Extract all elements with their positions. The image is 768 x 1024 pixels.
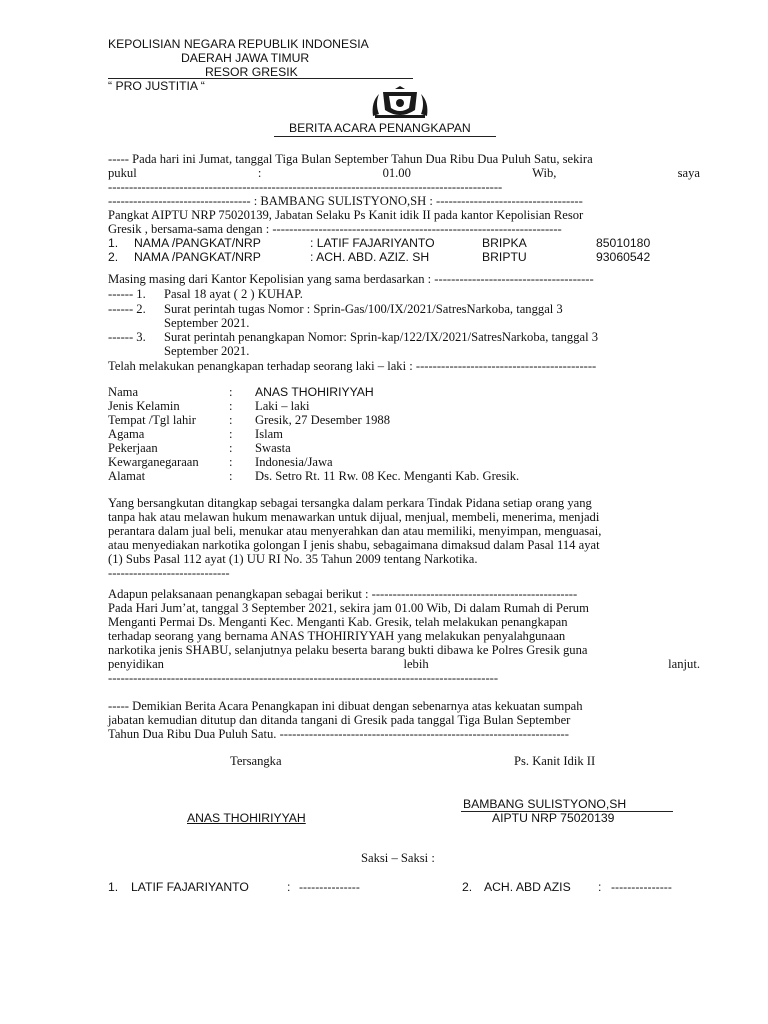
arrest-line: Telah melakukan penangkapan terhadap seorang laki – laki : ------------------------------------------- xyxy=(108,359,597,373)
member-no: 1. xyxy=(108,236,119,250)
officer-signature-name: BAMBANG SULISTYONO,SH xyxy=(463,797,627,811)
suspect-signature-title: Tersangka xyxy=(230,754,282,768)
pro-justitia: “ PRO JUSTITIA “ xyxy=(108,79,205,93)
execution-line-1: Adapun pelaksanaan penangkapan sebagai berikut : ------------------------------------------------- xyxy=(108,587,578,601)
execution-line-4: terhadap seorang yang bernama ANAS THOHIRIYYAH yang melakukan penyalahgunaan xyxy=(108,629,566,643)
witness-name: LATIF FAJARIYANTO xyxy=(131,880,249,894)
member-nrp: 85010180 xyxy=(596,236,651,250)
basis-intro: Masing masing dari Kantor Kepolisian yang sama berdasarkan : -------------------------------------- xyxy=(108,272,594,286)
identity-value: Gresik, 27 Desember 1988 xyxy=(255,413,391,427)
member-rank: BRIPTU xyxy=(482,250,527,264)
identity-label: Nama xyxy=(108,385,139,399)
witness-sep: : xyxy=(598,880,602,894)
police-emblem-icon xyxy=(369,86,431,120)
member-label: NAMA /PANGKAT/NRP xyxy=(134,250,261,264)
execution-line-6 xyxy=(108,657,700,671)
member-nrp: 93060542 xyxy=(596,250,651,264)
witness-no: 2. xyxy=(462,880,473,894)
charge-line-2: tanpa hak atau melawan hukum menawarkan untuk dijual, menjual, membeli, menerima, menjadi xyxy=(108,510,600,524)
basis-item-text: Pasal 18 ayat ( 2 ) KUHAP. xyxy=(164,287,303,301)
witness-signature-dash: --------------- xyxy=(299,880,360,894)
execution-line-5: narkotika jenis SHABU, selanjutnya pelaku beserta barang bukti dibawa ke Polres Gresik guna xyxy=(108,643,588,657)
together-with-line: Gresik , bersama-sama dengan : --------------------------------------------------------------------- xyxy=(108,222,562,236)
header-line-2: DAERAH JAWA TIMUR xyxy=(181,51,310,65)
member-label: NAMA /PANGKAT/NRP xyxy=(134,236,261,250)
officer-signature-nrp: AIPTU NRP 75020139 xyxy=(492,811,615,825)
officer-rank-line: Pangkat AIPTU NRP 75020139, Jabatan Selaku Ps Kanit idik II pada kantor Kepolisian Resor xyxy=(108,208,584,222)
closing-line-2: jabatan kemudian ditutup dan ditanda tangani di Gresik pada tanggal Tiga Bulan September xyxy=(108,713,571,727)
opening-saya: saya xyxy=(677,166,700,180)
officer-signature-title: Ps. Kanit Idik II xyxy=(514,754,596,768)
charge-line-3: perantara dalam jual beli, menukar atau menyerahkan dan atau memiliki, menyimpan, menguasai, xyxy=(108,524,602,538)
identity-colon: : xyxy=(229,441,233,455)
identity-colon: : xyxy=(229,399,233,413)
basis-item-text-cont: September 2021. xyxy=(164,344,250,358)
header-line-1: KEPOLISIAN NEGARA REPUBLIK INDONESIA xyxy=(108,37,369,51)
identity-value: Indonesia/Jawa xyxy=(255,455,333,469)
charge-line-1: Yang bersangkutan ditangkap sebagai tersangka dalam perkara Tindak Pidana setiap orang yang xyxy=(108,496,592,510)
charge-line-5: (1) Subs Pasal 112 ayat (1) UU RI No. 35 Tahun 2009 tentang Narkotika. xyxy=(108,552,478,566)
title-rule xyxy=(274,136,496,137)
basis-prefix: ------ 1. xyxy=(108,287,146,301)
execution-line-3: Menganti Permai Ds. Menganti Kec. Menganti Kab. Gresik, telah melakukan penangkapan xyxy=(108,615,568,629)
document-title: BERITA ACARA PENANGKAPAN xyxy=(289,121,471,135)
closing-line-3: Tahun Dua Ribu Dua Puluh Satu. --------------------------------------------------------------------- xyxy=(108,727,569,741)
suspect-signature-name: ANAS THOHIRIYYAH xyxy=(187,811,306,825)
witnesses-title: Saksi – Saksi : xyxy=(361,851,435,865)
identity-colon: : xyxy=(229,413,233,427)
identity-colon: : xyxy=(229,469,233,483)
witness-signature-dash: --------------- xyxy=(611,880,672,894)
identity-label: Pekerjaan xyxy=(108,441,158,455)
identity-value: Islam xyxy=(255,427,283,441)
header-line-3: RESOR GRESIK xyxy=(205,65,298,79)
execution-word: lanjut. xyxy=(668,657,700,671)
witness-name: ACH. ABD AZIS xyxy=(484,880,571,894)
basis-prefix: ------ 3. xyxy=(108,330,146,344)
closing-line-1: ----- Demikian Berita Acara Penangkapan ini dibuat dengan sebenarnya atas kekuatan sumpah xyxy=(108,699,583,713)
opening-time: 01.00 xyxy=(382,166,411,180)
identity-label: Kewarganegaraan xyxy=(108,455,199,469)
identity-label: Jenis Kelamin xyxy=(108,399,180,413)
opening-colon: : xyxy=(257,166,262,180)
officer-name-line: ---------------------------------- : BAMBANG SULISTYONO,SH : ----------------------------------- xyxy=(108,194,583,208)
execution-line-7: --------------------------------------------------------------------------------------------- xyxy=(108,671,499,685)
member-no: 2. xyxy=(108,250,119,264)
identity-value: Laki – laki xyxy=(255,399,310,413)
member-rank: BRIPKA xyxy=(482,236,527,250)
opening-line-2 xyxy=(108,166,700,180)
charge-line-4: atau menyediakan narkotika golongan I jenis shabu, sebagaimana dimaksud dalam Pasal 114 ayat xyxy=(108,538,600,552)
opening-pukul: pukul xyxy=(108,166,137,180)
charge-line-6: ----------------------------- xyxy=(108,566,230,580)
execution-line-2: Pada Hari Jum’at, tanggal 3 September 2021, sekira jam 01.00 Wib, Di dalam Rumah di Perum xyxy=(108,601,589,615)
witness-sep: : xyxy=(287,880,291,894)
opening-line-1: ----- Pada hari ini Jumat, tanggal Tiga Bulan September Tahun Dua Ribu Dua Puluh Satu, sekira xyxy=(108,152,593,166)
execution-word: penyidikan xyxy=(108,657,164,671)
execution-word: lebih xyxy=(403,657,429,671)
identity-value: Swasta xyxy=(255,441,291,455)
opening-wib: Wib, xyxy=(532,166,557,180)
basis-prefix: ------ 2. xyxy=(108,302,146,316)
member-name: : LATIF FAJARIYANTO xyxy=(310,236,435,250)
identity-colon: : xyxy=(229,385,233,399)
witness-no: 1. xyxy=(108,880,119,894)
member-name: : ACH. ABD. AZIZ. SH xyxy=(310,250,430,264)
identity-label: Agama xyxy=(108,427,145,441)
opening-line-3: ---------------------------------------------------------------------------------------------- xyxy=(108,180,503,194)
identity-colon: : xyxy=(229,455,233,469)
identity-label: Tempat /Tgl lahir xyxy=(108,413,196,427)
identity-value: ANAS THOHIRIYYAH xyxy=(255,385,374,399)
identity-colon: : xyxy=(229,427,233,441)
identity-label: Alamat xyxy=(108,469,146,483)
identity-value: Ds. Setro Rt. 11 Rw. 08 Kec. Menganti Kab. Gresik. xyxy=(255,469,520,483)
basis-item-text: Surat perintah tugas Nomor : Sprin-Gas/100/IX/2021/SatresNarkoba, tanggal 3 xyxy=(164,302,563,316)
basis-item-text: Surat perintah penangkapan Nomor: Sprin-kap/122/IX/2021/SatresNarkoba, tanggal 3 xyxy=(164,330,599,344)
basis-item-text-cont: September 2021. xyxy=(164,316,250,330)
